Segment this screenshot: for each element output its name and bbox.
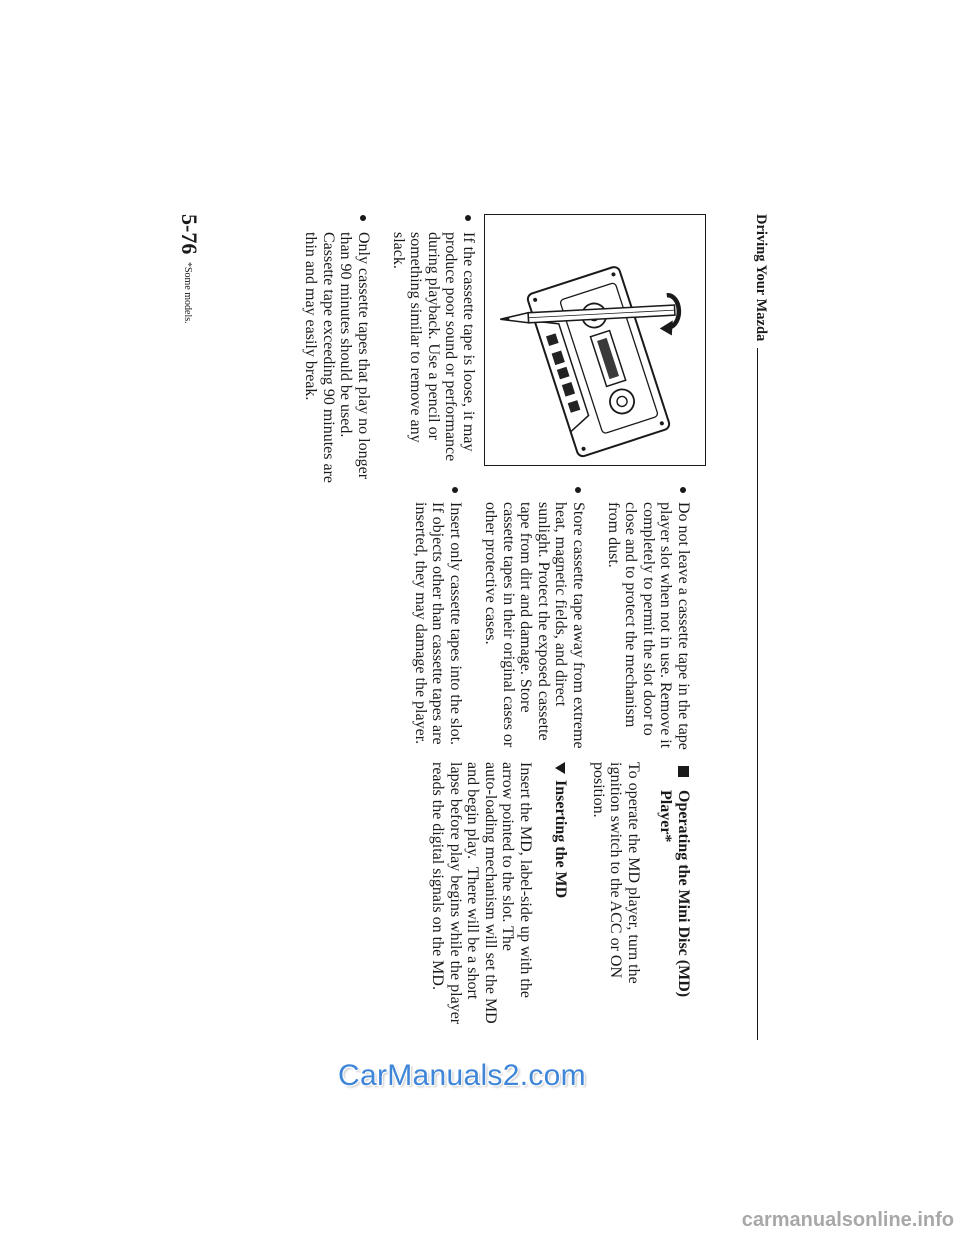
text-line: Insert the MD, label-side up with the xyxy=(517,762,534,998)
bullet-icon xyxy=(680,487,686,493)
inserting-md-paragraph xyxy=(429,762,534,1024)
watermark-carmanualsonline: carmanualsonline.info xyxy=(741,1209,954,1231)
text-line: from dust. xyxy=(605,502,622,568)
text-line: completely to permit the slot door to xyxy=(640,502,657,736)
text-line: and begin play. There will be a short xyxy=(464,762,482,1000)
down-triangle-icon xyxy=(555,762,565,774)
text-line: produce poor sound or performance xyxy=(442,232,460,462)
md-section-heading xyxy=(657,790,692,997)
bullet-icon xyxy=(452,487,458,493)
text-line: If the cassette tape is loose, it may xyxy=(460,232,477,452)
bullet-store-tapes xyxy=(482,502,587,749)
text-line: lapse before play begins while the player xyxy=(447,762,464,1025)
bullet-do-not-leave-tape xyxy=(605,502,693,750)
inserting-md-subheading xyxy=(552,780,570,898)
footnote: *Some models. xyxy=(182,262,193,324)
text-line: slack. xyxy=(390,232,407,269)
bullet-tape-length xyxy=(302,232,372,483)
subheading-text: Inserting the MD xyxy=(552,780,569,899)
text-line: Store cassette tape away from extreme xyxy=(570,502,587,749)
watermark-carmanuals2: CarManuals2.com xyxy=(338,1059,586,1092)
text-line: heat, magnetic fields, and direct xyxy=(552,502,570,707)
md-intro-paragraph xyxy=(590,762,643,984)
text-line: position. xyxy=(590,762,607,818)
text-line: player slot when not in use. Remove it xyxy=(657,502,675,749)
text-line: tape from dirt and damage. Store xyxy=(517,502,535,713)
text-line: To operate the MD player, turn the xyxy=(625,762,642,984)
text-line: Do not leave a cassette tape in the tape xyxy=(675,502,692,750)
text-line: than 90 minutes should be used. xyxy=(337,232,355,438)
cassette-slack-illustration xyxy=(484,214,706,466)
bullet-loose-tape xyxy=(390,232,478,461)
page-number: 5-76 xyxy=(177,214,202,255)
text-line: cassette tapes in their original cases or xyxy=(500,502,517,748)
heading-line: Operating the Mini Disc (MD) xyxy=(675,790,692,998)
text-line: thin and may easily break. xyxy=(302,232,320,401)
text-line: other protective cases. xyxy=(482,502,500,645)
section-title: Driving Your Mazda xyxy=(753,214,769,342)
text-line: reads the digital signals on the MD. xyxy=(429,762,447,990)
text-line: close and to protect the mechanism xyxy=(622,502,640,728)
text-line: If objects other than cassette tapes are xyxy=(429,502,447,745)
header-rule xyxy=(757,348,758,1040)
text-line: inserted, they may damage the player. xyxy=(412,502,429,745)
square-bullet-icon xyxy=(678,766,689,777)
bullet-icon xyxy=(465,215,471,221)
heading-line: Player* xyxy=(657,790,675,843)
text-line: arrow pointed to the slot. The xyxy=(499,762,517,951)
text-line: something similar to remove any xyxy=(407,232,425,443)
cassette-pencil-illustration-icon xyxy=(485,215,705,465)
text-line: auto-loading mechanism will set the MD xyxy=(482,762,499,1024)
text-line: Insert only cassette tapes into the slot. xyxy=(447,502,464,746)
text-line: during playback. Use a pencil or xyxy=(425,232,442,440)
text-line: sunlight. Protect the exposed cassette xyxy=(535,502,552,741)
bullet-icon xyxy=(575,487,581,493)
bullet-insert-only-tapes xyxy=(412,502,465,745)
text-line: ignition switch to the ACC or ON xyxy=(607,762,625,978)
cassette-tape xyxy=(526,266,670,458)
text-line: Only cassette tapes that play no longer xyxy=(355,232,372,480)
bullet-icon xyxy=(360,215,366,221)
text-line: Cassette tape exceeding 90 minutes are xyxy=(320,232,337,484)
